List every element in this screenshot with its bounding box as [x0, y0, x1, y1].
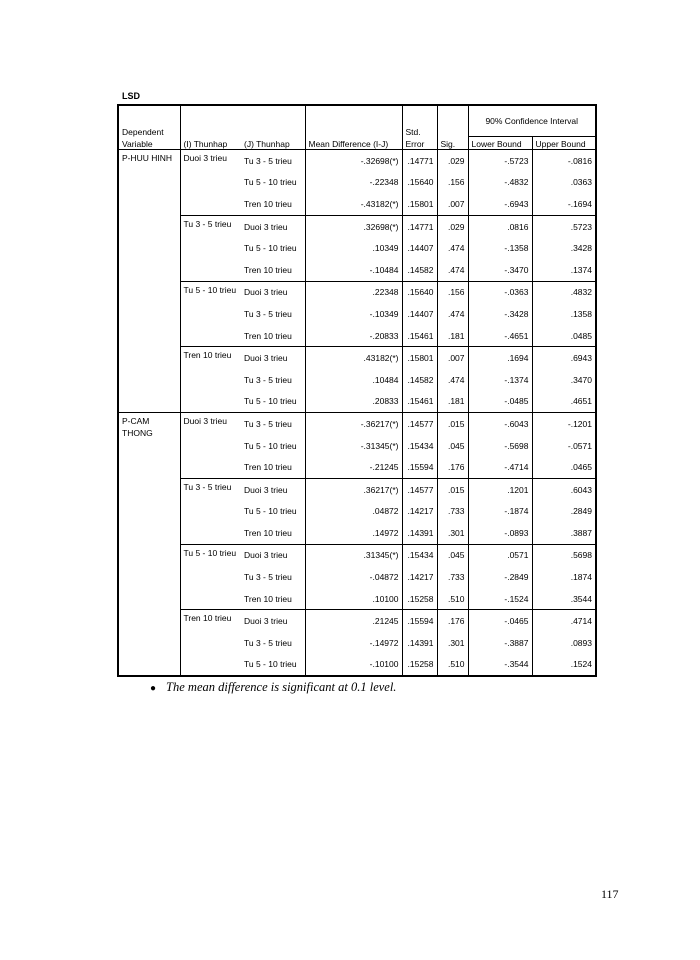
- upper-bound-cell: .0485: [570, 330, 592, 341]
- sig-cell: .007: [437, 347, 468, 369]
- j-thunhap-cell: Tren 10 trieu: [241, 456, 305, 478]
- j-thunhap-cell: Tren 10 trieu: [241, 259, 305, 281]
- sig-cell: .301: [437, 632, 468, 654]
- i-thunhap-cell: Tu 5 - 10 trieu: [180, 281, 241, 347]
- table-row: [118, 544, 596, 566]
- j-thunhap-cell: Duoi 3 trieu: [241, 281, 305, 303]
- std-error-cell: .15801: [402, 347, 437, 369]
- j-thunhap-cell: Duoi 3 trieu: [241, 347, 305, 369]
- sig-cell: .045: [437, 544, 468, 566]
- std-error-cell: .15801: [402, 193, 437, 215]
- std-error-cell: .15258: [402, 654, 437, 677]
- lower-bound-cell: .1201: [468, 478, 532, 500]
- bullet-icon: ●: [150, 683, 157, 694]
- sig-cell: .181: [437, 325, 468, 347]
- j-thunhap-cell: Duoi 3 trieu: [241, 215, 305, 237]
- header-mean-difference: Mean Difference (I-J): [305, 137, 402, 150]
- upper-bound-cell: -.0816: [532, 150, 596, 172]
- sig-cell: .474: [437, 369, 468, 391]
- upper-bound-cell: .6043: [532, 478, 596, 500]
- mean-difference-cell: -.31345(*): [305, 435, 402, 457]
- sig-cell: .007: [437, 193, 468, 215]
- lower-bound-cell: -.2849: [468, 566, 532, 588]
- footnote-text: The mean difference is significant at 0.1 level.: [166, 680, 397, 694]
- lower-bound-cell: -.1358: [468, 237, 532, 259]
- j-thunhap-cell: Tu 5 - 10 trieu: [241, 654, 305, 677]
- sig-cell: .510: [437, 588, 468, 610]
- lower-bound-cell: -.4651: [468, 325, 532, 347]
- std-error-cell: .14582: [402, 369, 437, 391]
- j-thunhap-cell: Tu 3 - 5 trieu: [241, 303, 305, 325]
- std-error-cell: .15640: [402, 281, 437, 303]
- mean-difference-cell: .04872: [305, 501, 402, 523]
- header-j-thunhap: (J) Thunhap: [241, 137, 305, 150]
- mean-difference-cell: -.14972: [305, 632, 402, 654]
- std-error-cell: .14577: [402, 478, 437, 500]
- lower-bound-cell: -.3470: [468, 259, 532, 281]
- mean-difference-cell: .20833: [305, 391, 402, 413]
- header-confidence-interval: 90% Confidence Interval: [468, 105, 596, 137]
- lower-bound-cell: -.1374: [468, 369, 532, 391]
- j-thunhap-cell: Tu 3 - 5 trieu: [241, 413, 305, 435]
- dependent-variable-cell: P-CAM THONG: [118, 413, 180, 677]
- table-row: [118, 347, 596, 369]
- table-row: [118, 478, 596, 500]
- mean-difference-cell: -.22348: [305, 172, 402, 194]
- header-lower-bound: Lower Bound: [468, 137, 532, 150]
- j-thunhap-cell: Tu 3 - 5 trieu: [241, 369, 305, 391]
- sig-cell: .301: [437, 522, 468, 544]
- sig-cell: .176: [437, 610, 468, 632]
- sig-cell: .474: [437, 237, 468, 259]
- mean-difference-cell: .14972: [305, 522, 402, 544]
- mean-difference-cell: .43182(*): [305, 347, 402, 369]
- lower-bound-cell: .0571: [468, 544, 532, 566]
- sig-cell: .176: [437, 456, 468, 478]
- std-error-cell: .15258: [402, 588, 437, 610]
- sig-cell: .510: [437, 654, 468, 677]
- mean-difference-cell: -.36217(*): [305, 413, 402, 435]
- mean-difference-cell: .21245: [305, 610, 402, 632]
- mean-difference-cell: -.10349: [305, 303, 402, 325]
- lower-bound-cell: -.1524: [468, 588, 532, 610]
- i-thunhap-cell: Tu 3 - 5 trieu: [180, 478, 241, 544]
- j-thunhap-cell: Tu 3 - 5 trieu: [241, 150, 305, 172]
- header-std-line1: Std.: [402, 105, 437, 137]
- header-dependent-line1: Dependent: [118, 105, 180, 137]
- table-title: LSD: [122, 91, 140, 101]
- j-thunhap-cell: Duoi 3 trieu: [241, 610, 305, 632]
- std-error-cell: .15434: [402, 544, 437, 566]
- lower-bound-cell: .0816: [468, 215, 532, 237]
- std-error-cell: .14391: [402, 522, 437, 544]
- j-thunhap-cell: Tu 5 - 10 trieu: [241, 435, 305, 457]
- upper-bound-cell: -.1201: [532, 413, 596, 435]
- mean-difference-cell: -.43182(*): [305, 193, 402, 215]
- upper-bound-cell: .0363: [570, 177, 592, 188]
- upper-bound-cell: .5698: [532, 544, 596, 566]
- j-thunhap-cell: Tu 5 - 10 trieu: [241, 237, 305, 259]
- mean-difference-cell: -.21245: [305, 456, 402, 478]
- upper-bound-cell: .1358: [570, 308, 592, 319]
- j-thunhap-cell: Duoi 3 trieu: [241, 544, 305, 566]
- j-thunhap-cell: Tren 10 trieu: [241, 193, 305, 215]
- j-thunhap-cell: Tu 5 - 10 trieu: [241, 501, 305, 523]
- i-thunhap-cell: Tu 3 - 5 trieu: [180, 215, 241, 281]
- lower-bound-cell: -.3887: [468, 632, 532, 654]
- mean-difference-cell: .32698(*): [305, 215, 402, 237]
- sig-cell: .181: [437, 391, 468, 413]
- footnote: [150, 680, 396, 695]
- std-error-cell: .15594: [402, 610, 437, 632]
- std-error-cell: .14407: [402, 303, 437, 325]
- upper-bound-cell: .1524: [570, 659, 592, 670]
- lower-bound-cell: -.0363: [468, 281, 532, 303]
- lower-bound-cell: -.0893: [468, 522, 532, 544]
- mean-difference-cell: .31345(*): [305, 544, 402, 566]
- std-error-cell: .15640: [402, 172, 437, 194]
- table-row: [118, 281, 596, 303]
- upper-bound-cell: .0465: [570, 462, 592, 473]
- mean-difference-cell: -.32698(*): [305, 150, 402, 172]
- sig-cell: .733: [437, 566, 468, 588]
- upper-bound-cell: .4651: [570, 396, 592, 407]
- mean-difference-cell: -.10100: [305, 654, 402, 677]
- j-thunhap-cell: Tren 10 trieu: [241, 588, 305, 610]
- lower-bound-cell: -.4832: [468, 172, 532, 194]
- table-row: [118, 610, 596, 632]
- header-dependent-line2: Variable: [118, 137, 180, 150]
- mean-difference-cell: .22348: [305, 281, 402, 303]
- upper-bound-cell: .4832: [532, 281, 596, 303]
- std-error-cell: .15434: [402, 435, 437, 457]
- std-error-cell: .15461: [402, 391, 437, 413]
- sig-cell: .156: [437, 172, 468, 194]
- table-row: [118, 413, 596, 435]
- sig-cell: .733: [437, 501, 468, 523]
- mean-difference-cell: -.20833: [305, 325, 402, 347]
- upper-bound-cell: .3544: [570, 593, 592, 604]
- j-thunhap-cell: Tren 10 trieu: [241, 325, 305, 347]
- upper-bound-cell: .0893: [570, 637, 592, 648]
- j-thunhap-cell: Tu 5 - 10 trieu: [241, 391, 305, 413]
- j-thunhap-cell: Tu 3 - 5 trieu: [241, 566, 305, 588]
- upper-bound-cell: .1874: [570, 572, 592, 583]
- sig-cell: .029: [437, 150, 468, 172]
- upper-bound-cell: .6943: [532, 347, 596, 369]
- header-sig: Sig.: [437, 137, 468, 150]
- std-error-cell: .14771: [402, 215, 437, 237]
- table-body: [118, 150, 596, 677]
- lower-bound-cell: -.0465: [468, 610, 532, 632]
- lower-bound-cell: -.6043: [468, 413, 532, 435]
- j-thunhap-cell: Duoi 3 trieu: [241, 478, 305, 500]
- sig-cell: .045: [437, 435, 468, 457]
- sig-cell: .015: [437, 478, 468, 500]
- j-thunhap-cell: Tu 3 - 5 trieu: [241, 632, 305, 654]
- lower-bound-cell: -.5698: [468, 435, 532, 457]
- i-thunhap-cell: Duoi 3 trieu: [180, 150, 241, 216]
- table-row: [118, 150, 596, 172]
- j-thunhap-cell: Tu 5 - 10 trieu: [241, 172, 305, 194]
- header-upper-bound: Upper Bound: [532, 137, 596, 150]
- upper-bound-cell: .5723: [532, 215, 596, 237]
- lower-bound-cell: .1694: [468, 347, 532, 369]
- table-row: [118, 215, 596, 237]
- lower-bound-cell: -.5723: [468, 150, 532, 172]
- upper-bound-cell: -.0571: [567, 440, 592, 451]
- std-error-cell: .14217: [402, 566, 437, 588]
- sig-cell: .015: [437, 413, 468, 435]
- mean-difference-cell: -.10484: [305, 259, 402, 281]
- header-i-thunhap: (I) Thunhap: [180, 137, 241, 150]
- lsd-table: [117, 104, 597, 677]
- mean-difference-cell: .10484: [305, 369, 402, 391]
- upper-bound-cell: .3428: [570, 243, 592, 254]
- upper-bound-cell: .2849: [570, 506, 592, 517]
- sig-cell: .474: [437, 303, 468, 325]
- std-error-cell: .14582: [402, 259, 437, 281]
- i-thunhap-cell: Tren 10 trieu: [180, 610, 241, 676]
- dependent-variable-cell: P-HUU HINH: [118, 150, 180, 413]
- std-error-cell: .15594: [402, 456, 437, 478]
- header-std-line2: Error: [402, 137, 437, 150]
- upper-bound-cell: .3887: [570, 527, 592, 538]
- i-thunhap-cell: Duoi 3 trieu: [180, 413, 241, 479]
- std-error-cell: .14391: [402, 632, 437, 654]
- std-error-cell: .14217: [402, 501, 437, 523]
- lower-bound-cell: -.0485: [468, 391, 532, 413]
- sig-cell: .474: [437, 259, 468, 281]
- lower-bound-cell: -.3428: [468, 303, 532, 325]
- mean-difference-cell: .10100: [305, 588, 402, 610]
- lower-bound-cell: -.1874: [468, 501, 532, 523]
- lower-bound-cell: -.4714: [468, 456, 532, 478]
- sig-cell: .029: [437, 215, 468, 237]
- std-error-cell: .14577: [402, 413, 437, 435]
- i-thunhap-cell: Tu 5 - 10 trieu: [180, 544, 241, 610]
- std-error-cell: .14771: [402, 150, 437, 172]
- upper-bound-cell: .4714: [532, 610, 596, 632]
- j-thunhap-cell: Tren 10 trieu: [241, 522, 305, 544]
- std-error-cell: .15461: [402, 325, 437, 347]
- upper-bound-cell: -.1694: [567, 198, 592, 209]
- sig-cell: .156: [437, 281, 468, 303]
- upper-bound-cell: .3470: [570, 374, 592, 385]
- std-error-cell: .14407: [402, 237, 437, 259]
- lower-bound-cell: -.6943: [468, 193, 532, 215]
- mean-difference-cell: .10349: [305, 237, 402, 259]
- mean-difference-cell: -.04872: [305, 566, 402, 588]
- page-number: 117: [601, 887, 619, 901]
- mean-difference-cell: .36217(*): [305, 478, 402, 500]
- lower-bound-cell: -.3544: [468, 654, 532, 677]
- i-thunhap-cell: Tren 10 trieu: [180, 347, 241, 413]
- upper-bound-cell: .1374: [570, 264, 592, 275]
